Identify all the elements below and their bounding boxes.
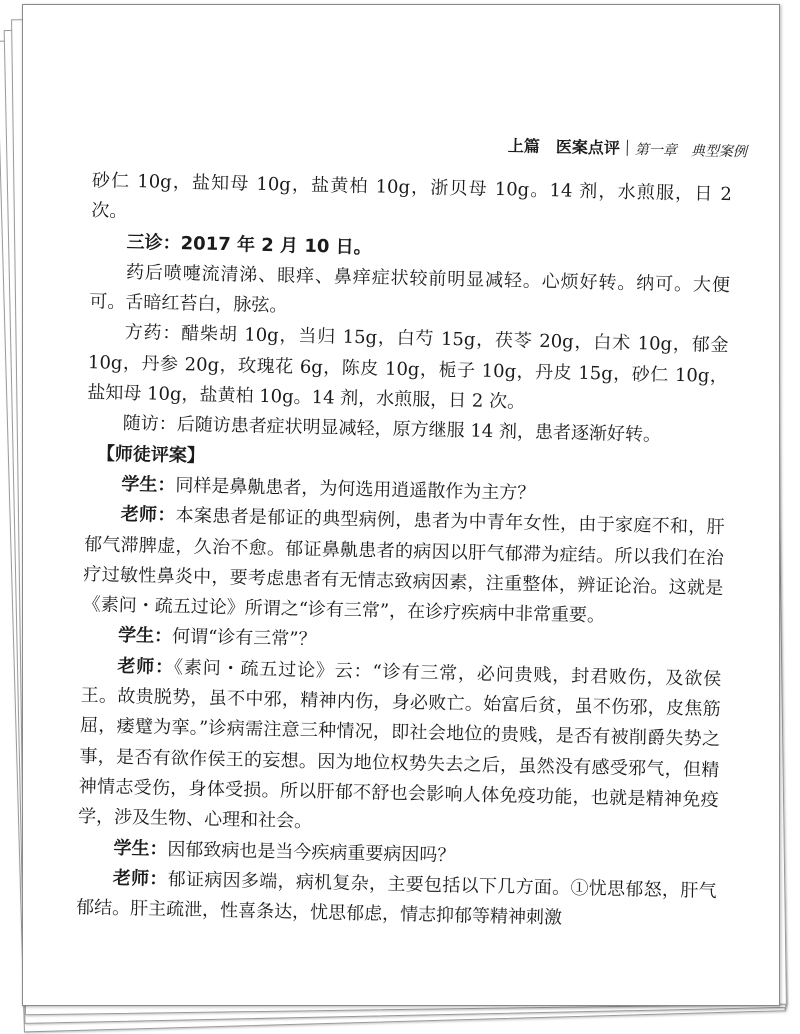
- dialogue-text: 本案患者是郁证的典型病例，患者为中青年女性，由于家庭不和，肝郁气滞脾虚，久治不愈。郁证鼻鼽患者的病因以肝气郁滞为症结。所以我们在治疗过敏性鼻炎中，要考虑患者有无情志致病因素，注重整体，辨证论治。这就是《素问・疏五过论》所谓之“诊有三常”，在诊疗疾病中非常重要。: [82, 505, 725, 627]
- page-body: [76, 166, 732, 937]
- dialogue-teacher-2: [78, 651, 722, 847]
- speaker-label: 学生：: [117, 625, 173, 648]
- dialogue-text: 同样是鼻鼽患者，为何选用逍遥散作为主方？: [175, 475, 536, 504]
- paragraph-text: 药后喷嚏流清涕、眼痒、鼻痒症状较前明显减轻。心烦好转。纳可。大便可。舌暗红苔白，脉弦。: [89, 261, 731, 317]
- running-head-chapter: 第一章 典型案例: [634, 141, 747, 161]
- speaker-label: 老师：: [112, 867, 168, 890]
- speaker-label: 老师：: [120, 504, 176, 527]
- running-head-divider: [627, 140, 628, 156]
- paragraph-text: 随访：后随访患者症状明显减轻，原方继服 14 剂，患者逐渐好转。: [122, 413, 662, 446]
- paragraph-text: 砂仁 10g，盐知母 10g，盐黄柏 10g，浙贝母 10g。14 剂，水煎服，日 2 次。: [91, 170, 733, 223]
- dialogue-text: 郁证病因多端，病机复杂，主要包括以下几方面。①忧思郁怒，肝气郁结。肝主疏泄，性喜条达，忧思郁虑，情志抑郁等精神刺激: [75, 868, 717, 929]
- running-head-part: 上篇 医案点评: [507, 136, 621, 158]
- dialogue-text: 因郁致病也是当今疾病重要病因吗？: [167, 838, 456, 866]
- paragraph-prescription: [87, 318, 729, 423]
- page-content: [22, 4, 780, 1006]
- running-head: [508, 133, 747, 161]
- speaker-label: 学生：: [113, 837, 168, 860]
- dialogue-teacher-3: [76, 863, 717, 938]
- paragraph-text: 方药：醋柴胡 10g，当归 15g，白芍 15g，茯苓 20g，白术 10g，郁金 10g，丹参 20g，玫瑰花 6g，陈皮 10g，栀子 10g，丹皮 15g，砂仁 10g，盐知母 10g，盐黄柏 10g。14 剂，水煎服，日 2 次。: [87, 322, 729, 413]
- speaker-label: 学生：: [121, 473, 176, 496]
- section-heading-text: 【师徒评案】: [96, 442, 206, 467]
- dialogue-text: 何谓“诊有三常”？: [171, 626, 317, 651]
- dialogue-teacher-1: [82, 499, 724, 634]
- dialogue-text: 《素问・疏五过论》云：“诊有三常，必问贵贱，封君败伤，及欲侯王。故贵脱势，虽不中邪，精神内伤，身必败亡。始富后贫，虽不伤邪，皮焦筋屈，痿躄为挛。”诊病需注意三种情况，即社会地位的贵贱，是否有被削爵失势之事，是否有欲作侯王的妄想。因为地位权势失去之后，虽然没有感受邪气，但精神情志受伤，身体受损。所以肝郁不舒也会影响人体免疫功能，也就是精神免疫学，涉及生物、心理和社会。: [77, 656, 722, 833]
- visit-date-label: 三诊：2017 年 2 月 10 日。: [126, 231, 372, 258]
- book-page: [22, 4, 780, 1006]
- speaker-label: 老师：: [117, 655, 175, 678]
